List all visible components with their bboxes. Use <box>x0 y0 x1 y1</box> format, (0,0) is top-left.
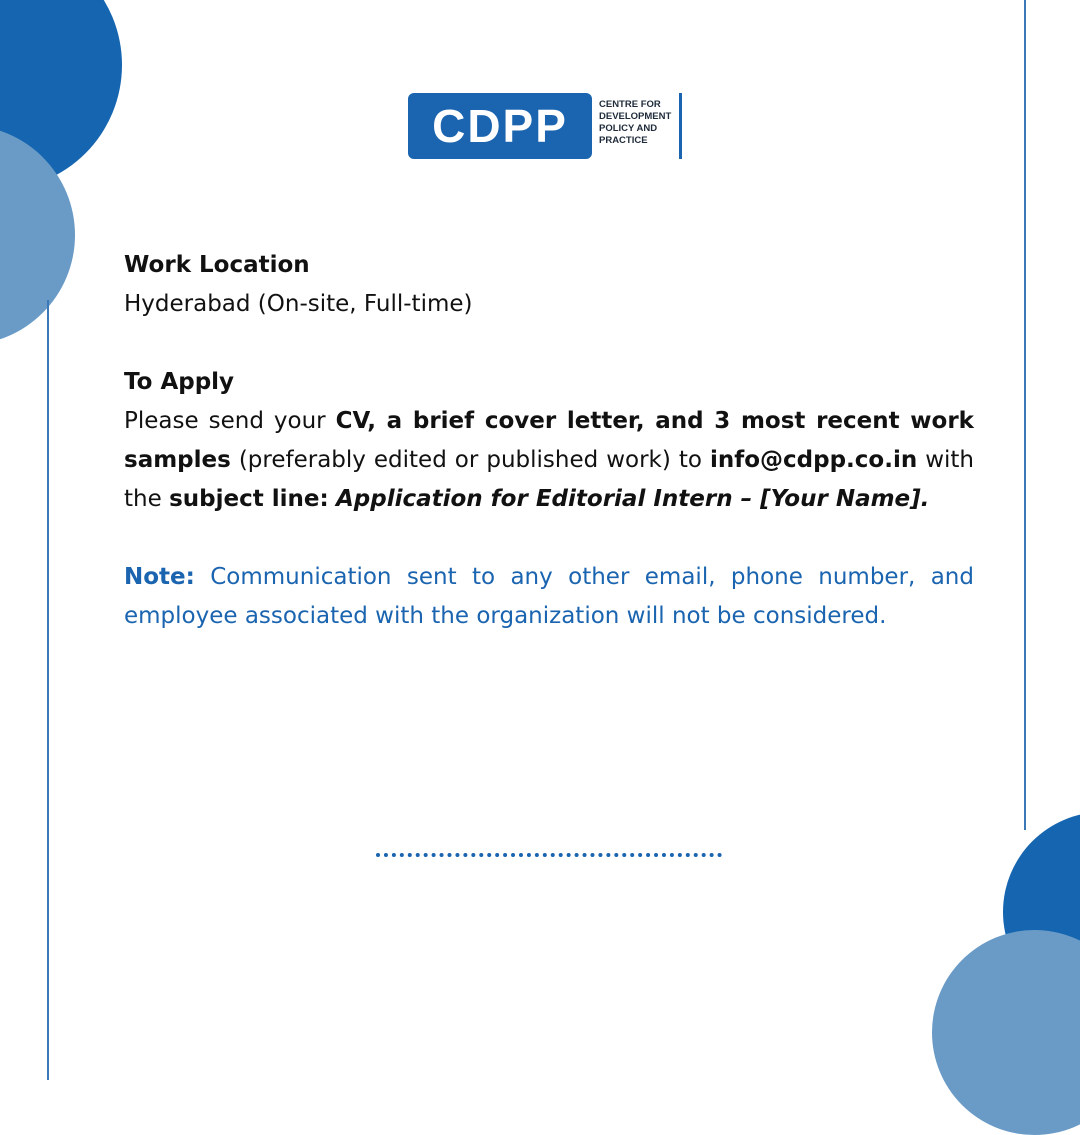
apply-instructions: Please send your CV, a brief cover letter, and 3 most recent work samples (preferably edited or published work) to info@cdpp.co.in with the subject line: Application for Editorial Intern – [Your Name]. <box>124 408 974 512</box>
logo-divider <box>679 93 682 159</box>
cdpp-logo <box>408 93 682 159</box>
work-location-heading: Work Location <box>124 252 310 278</box>
apply-subject-line: Application for Editorial Intern – [Your Name]. <box>335 486 930 512</box>
left-border-line <box>47 300 49 1080</box>
logo-abbreviation: CDPP <box>408 93 592 159</box>
to-apply-heading: To Apply <box>124 369 235 395</box>
right-border-line <box>1024 0 1026 830</box>
main-content <box>124 246 974 636</box>
logo-full-name: CENTRE FOR DEVELOPMENT POLICY AND PRACTICE <box>599 99 672 146</box>
work-location-value: Hyderabad (On-site, Full-time) <box>124 291 473 317</box>
apply-email[interactable]: info@cdpp.co.in <box>709 447 918 473</box>
decorative-circle-bottom-right-light <box>932 930 1080 1135</box>
dotted-divider <box>376 853 722 857</box>
note-label: Note: <box>124 564 195 590</box>
note-paragraph: Note: Communication sent to any other email, phone number, and employee associated with the organization will not be considered. <box>124 564 974 629</box>
